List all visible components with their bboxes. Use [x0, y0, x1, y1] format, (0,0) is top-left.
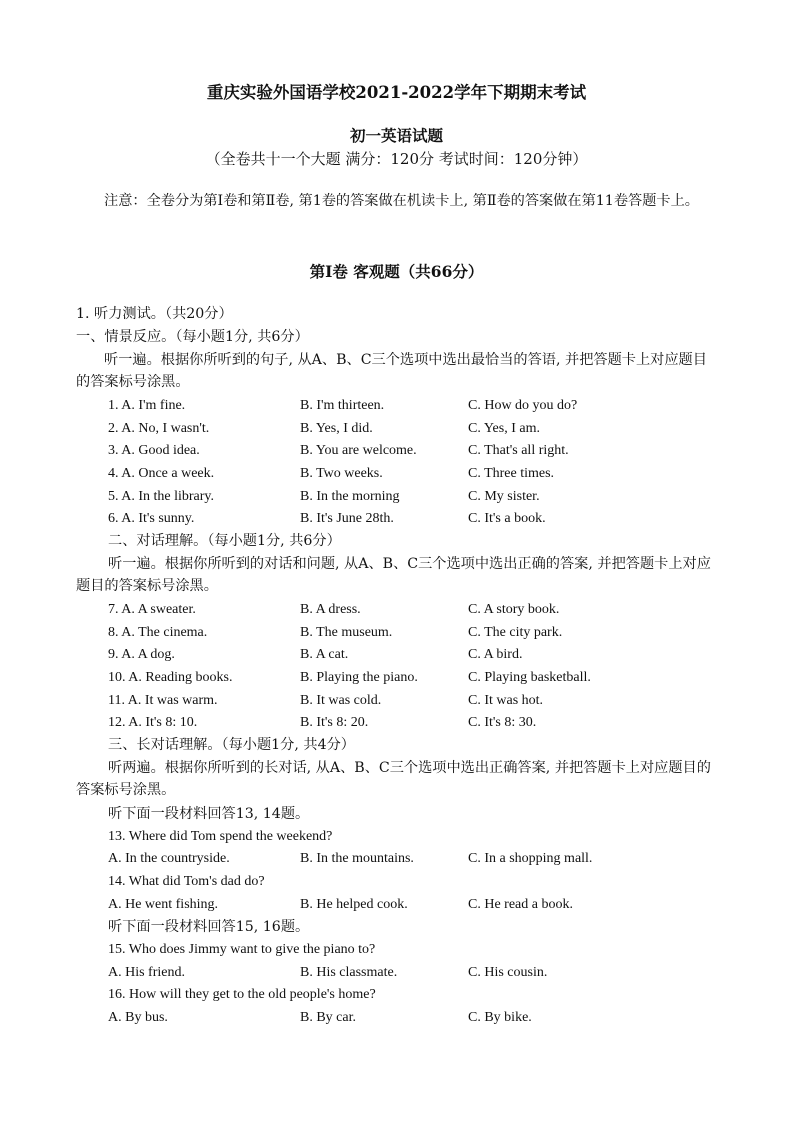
option-b: B. It's 8: 20. [300, 715, 369, 730]
option-b: B. A cat. [300, 647, 349, 662]
option-a: 4. A. Once a week. [108, 466, 215, 481]
option-a: 2. A. No, I wasn't. [108, 421, 210, 436]
option-c: C. Yes, I am. [468, 421, 540, 436]
option-a: 1. A. I'm fine. [108, 398, 186, 413]
option-c: C. He read a book. [468, 897, 573, 912]
part3-heading: 三、长对话理解。（每小题1分, 共4分） [108, 737, 355, 753]
option-a: 8. A. The cinema. [108, 625, 208, 640]
option-a: A. In the countryside. [108, 851, 230, 866]
question-15: 15. Who does Jimmy want to give the piano to? [108, 942, 376, 957]
option-b: B. Yes, I did. [300, 421, 373, 436]
option-c: C. In a shopping mall. [468, 851, 593, 866]
option-c: C. Three times. [468, 466, 555, 481]
option-c: C. It's a book. [468, 511, 546, 526]
option-b: B. It was cold. [300, 693, 382, 708]
option-a: 6. A. It's sunny. [108, 511, 195, 526]
option-a: 11. A. It was warm. [108, 693, 218, 708]
option-c: C. The city park. [468, 625, 563, 640]
option-c: C. That's all right. [468, 443, 569, 458]
option-a: 7. A. A sweater. [108, 602, 196, 617]
option-a: 10. A. Reading books. [108, 670, 233, 685]
option-b: B. You are welcome. [300, 443, 417, 458]
option-b: B. I'm thirteen. [300, 398, 385, 413]
option-c: C. How do you do? [468, 398, 578, 413]
option-b: B. In the morning [300, 489, 400, 504]
group1-intro: 听下面一段材料回答13, 14题。 [108, 806, 310, 822]
option-b: B. It's June 28th. [300, 511, 394, 526]
option-c: C. A story book. [468, 602, 560, 617]
option-c: C. A bird. [468, 647, 523, 662]
option-b: B. By car. [300, 1010, 356, 1025]
subject-title: 初一英语试题 [349, 126, 443, 145]
option-b: B. Two weeks. [300, 466, 383, 481]
section-title: 第Ⅰ卷 客观题（共66分） [309, 262, 484, 281]
exam-title: 重庆实验外国语学校2021-2022学年下期期末考试 [206, 83, 587, 102]
option-b: B. In the mountains. [300, 851, 414, 866]
option-b: B. His classmate. [300, 965, 398, 980]
option-c: C. His cousin. [468, 965, 548, 980]
option-a: 5. A. In the library. [108, 489, 215, 504]
part2-instruction: 听一遍。根据你所听到的对话和问题, 从A、B、C三个选项中选出正确的答案, 并把答题卡上对应题目的答案标号涂黑。 [76, 556, 711, 594]
notice-paragraph: 注意：全卷分为第Ⅰ卷和第Ⅱ卷, 第1卷的答案做在机读卡上, 第Ⅱ卷的答案做在第11卷答题卡上。 [104, 193, 699, 209]
question-13: 13. Where did Tom spend the weekend? [108, 829, 333, 844]
option-b: B. The museum. [300, 625, 393, 640]
option-b: B. A dress. [300, 602, 361, 617]
option-a: 3. A. Good idea. [108, 443, 200, 458]
option-c: C. By bike. [468, 1010, 532, 1025]
exam-info: （全卷共十一个大题 满分：120分 考试时间：120分钟） [205, 150, 588, 168]
option-b: B. Playing the piano. [300, 670, 418, 685]
part1-instruction: 听一遍。根据你所听到的句子, 从A、B、C三个选项中选出最恰当的答语, 并把答题卡上对应题目的答案标号涂黑。 [76, 352, 707, 390]
option-c: C. Playing basketball. [468, 670, 591, 685]
option-c: C. It was hot. [468, 693, 544, 708]
option-a: A. By bus. [108, 1010, 168, 1025]
question-14: 14. What did Tom's dad do? [108, 874, 265, 889]
option-a: A. His friend. [108, 965, 185, 980]
part3-instruction: 听两遍。根据你所听到的长对话, 从A、B、C三个选项中选出正确答案, 并把答题卡上对应题目的答案标号涂黑。 [76, 760, 711, 798]
part2-heading: 二、对话理解。（每小题1分, 共6分） [108, 533, 341, 549]
option-a: A. He went fishing. [108, 897, 219, 912]
part1-heading: 一、情景反应。（每小题1分, 共6分） [76, 329, 309, 345]
option-c: C. It's 8: 30. [468, 715, 537, 730]
option-a: 9. A. A dog. [108, 647, 175, 662]
option-c: C. My sister. [468, 489, 540, 504]
group2-intro: 听下面一段材料回答15, 16题。 [108, 919, 310, 935]
question-16: 16. How will they get to the old people's home? [108, 987, 376, 1002]
listening-heading: 1. 听力测试。（共20分） [76, 306, 233, 322]
option-a: 12. A. It's 8: 10. [108, 715, 198, 730]
option-b: B. He helped cook. [300, 897, 408, 912]
